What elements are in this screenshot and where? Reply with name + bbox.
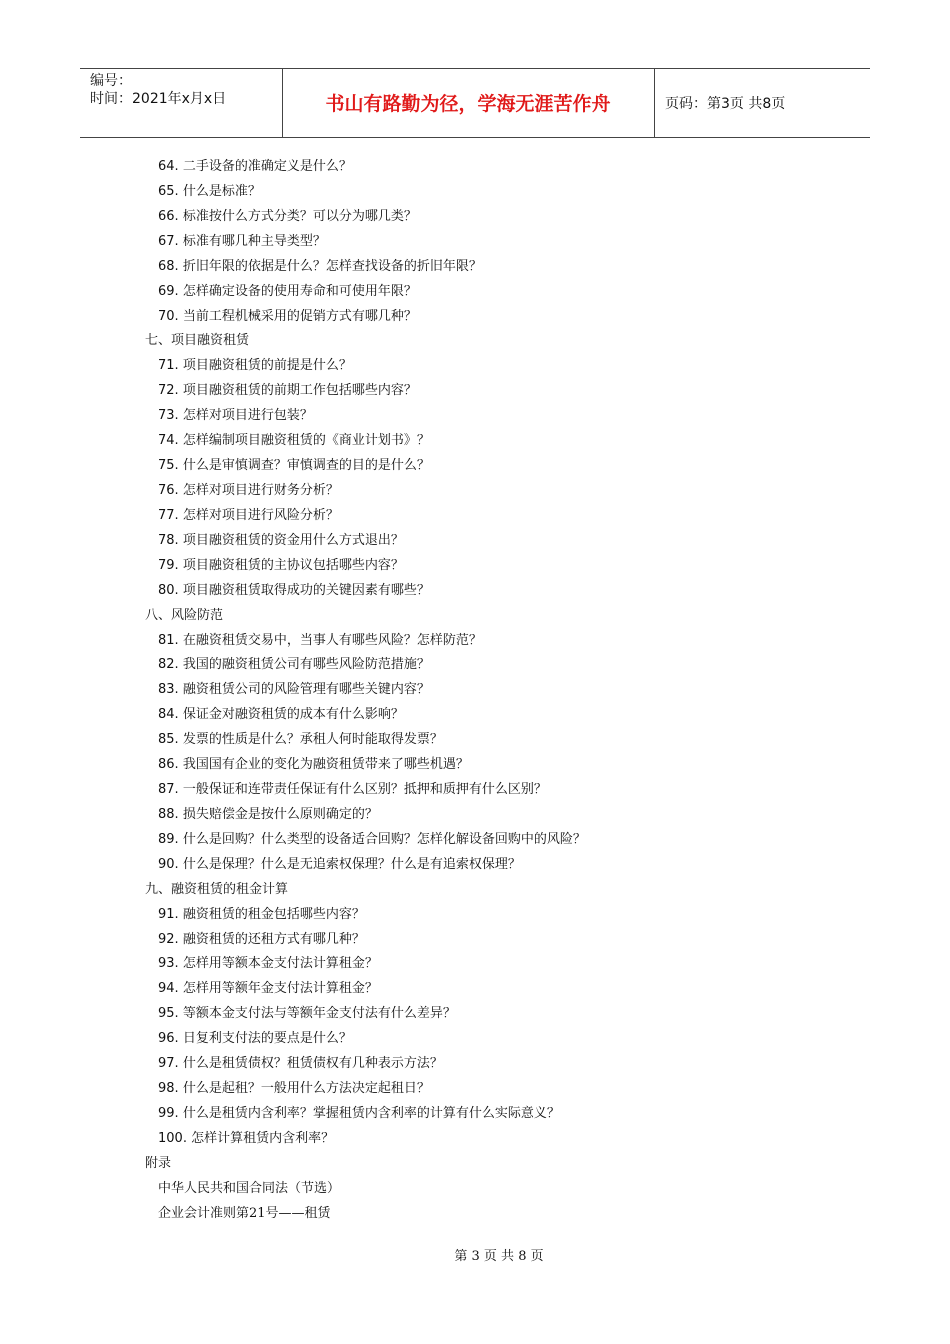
question-text: 等额本金支付法与等额年金支付法有什么差异？ xyxy=(178,1006,456,1022)
question-text: 一般保证和连带责任保证有什么区别？抵押和质押有什么区别？ xyxy=(178,782,547,797)
question-text: 折旧年限的依据是什么？怎样查找设备的折旧年限？ xyxy=(178,258,482,274)
question-item xyxy=(158,557,404,575)
question-item xyxy=(158,183,261,201)
question-item xyxy=(158,258,482,276)
question-number: 99. xyxy=(158,1106,179,1121)
question-item xyxy=(158,1105,560,1123)
question-text: 标准有哪几种主导类型？ xyxy=(178,233,326,249)
question-item xyxy=(158,831,586,849)
question-item xyxy=(158,1130,334,1148)
question-item xyxy=(158,457,430,475)
question-number: 72. xyxy=(158,383,179,399)
question-number: 81. xyxy=(158,632,179,648)
question-number: 77. xyxy=(158,507,179,523)
question-text: 日复利支付法的要点是什么？ xyxy=(178,1031,352,1047)
question-text: 什么是审慎调查？审慎调查的目的是什么？ xyxy=(178,458,430,473)
question-item xyxy=(158,382,417,400)
question-item xyxy=(158,781,547,799)
question-item xyxy=(158,681,430,699)
question-number: 92. xyxy=(158,931,179,947)
question-text: 项目融资租赁的资金用什么方式退出？ xyxy=(178,532,404,548)
question-number: 68. xyxy=(158,258,179,274)
question-item xyxy=(158,482,339,500)
question-item xyxy=(158,532,404,550)
section-heading: 附录 xyxy=(145,1155,172,1171)
question-number: 66. xyxy=(158,208,179,224)
question-item xyxy=(158,931,365,949)
question-text: 什么是起租？一般用什么方法决定起租日？ xyxy=(178,1081,430,1096)
question-text: 在融资租赁交易中，当事人有哪些风险？怎样防范？ xyxy=(178,632,482,648)
question-number: 86. xyxy=(158,757,179,773)
motto-text: 书山有路勤为径，学海无涯苦作舟 xyxy=(325,93,611,115)
question-number: 90. xyxy=(158,856,179,872)
question-number: 69. xyxy=(158,283,179,299)
question-item xyxy=(158,283,417,301)
question-item xyxy=(158,158,352,176)
question-number: 80. xyxy=(158,582,179,598)
question-text: 融资租赁公司的风险管理有哪些关键内容？ xyxy=(178,682,430,698)
header-motto-cell xyxy=(282,69,655,137)
appendix-item: 企业会计准则第21号——租赁 xyxy=(158,1205,331,1221)
header-page-cell xyxy=(655,69,870,137)
question-item xyxy=(158,233,326,251)
question-number: 78. xyxy=(158,532,179,548)
question-text: 怎样确定设备的使用寿命和可使用年限？ xyxy=(178,283,417,299)
question-text: 怎样计算租赁内含利率？ xyxy=(186,1130,335,1146)
question-text: 怎样用等额年金支付法计算租金？ xyxy=(178,981,378,997)
page-header xyxy=(80,68,870,138)
question-number: 71. xyxy=(158,358,179,374)
question-item xyxy=(158,357,352,375)
question-text: 标准按什么方式分类？可以分为哪几类？ xyxy=(178,208,417,224)
question-number: 64. xyxy=(158,159,179,174)
question-number: 94. xyxy=(158,981,179,997)
question-text: 融资租赁的租金包括哪些内容？ xyxy=(178,906,365,922)
question-number: 70. xyxy=(158,308,179,324)
question-item xyxy=(158,1005,456,1023)
question-text: 项目融资租赁的前提是什么？ xyxy=(178,358,352,374)
question-number: 93. xyxy=(158,956,179,972)
question-text: 什么是保理？什么是无追索权保理？什么是有追索权保理？ xyxy=(178,856,521,872)
question-number: 100. xyxy=(158,1130,187,1146)
question-item xyxy=(158,208,417,226)
question-item xyxy=(158,432,430,450)
question-text: 项目融资租赁的前期工作包括哪些内容？ xyxy=(178,383,417,399)
question-number: 96. xyxy=(158,1031,179,1047)
question-text: 怎样对项目进行包装？ xyxy=(178,408,313,424)
question-item xyxy=(158,308,417,326)
question-number: 83. xyxy=(158,682,179,698)
question-item xyxy=(158,731,443,749)
appendix-item: 中华人民共和国合同法（节选） xyxy=(158,1180,341,1196)
question-text: 二手设备的准确定义是什么？ xyxy=(178,159,352,174)
question-number: 76. xyxy=(158,483,179,498)
question-item xyxy=(158,980,378,998)
question-item xyxy=(158,1055,443,1073)
question-item xyxy=(158,1030,352,1048)
question-text: 怎样对项目进行财务分析？ xyxy=(178,483,339,498)
question-number: 88. xyxy=(158,806,179,822)
question-text: 发票的性质是什么？承租人何时能取得发票？ xyxy=(178,732,443,748)
question-text: 什么是租赁内含利率？掌握租赁内含利率的计算有什么实际意义？ xyxy=(178,1106,560,1121)
question-number: 85. xyxy=(158,732,179,748)
question-item xyxy=(158,1080,430,1098)
question-text: 怎样用等额本金支付法计算租金？ xyxy=(178,956,378,972)
question-item xyxy=(158,806,378,824)
document-date-label: 时间：2021年x月x日 xyxy=(90,91,227,107)
question-number: 75. xyxy=(158,458,179,473)
question-item xyxy=(158,706,404,724)
question-text: 什么是回购？什么类型的设备适合回购？怎样化解设备回购中的风险？ xyxy=(178,831,586,847)
question-item xyxy=(158,407,313,425)
question-text: 怎样对项目进行风险分析？ xyxy=(178,507,339,523)
header-page-code: 页码：第3页 共8页 xyxy=(665,96,786,112)
question-number: 65. xyxy=(158,183,179,199)
question-number: 74. xyxy=(158,433,179,449)
question-text: 损失赔偿金是按什么原则确定的？ xyxy=(178,806,378,822)
question-number: 67. xyxy=(158,233,179,249)
question-number: 87. xyxy=(158,782,179,797)
question-number: 82. xyxy=(158,657,179,673)
question-number: 84. xyxy=(158,707,179,723)
question-item xyxy=(158,656,430,674)
header-meta-cell xyxy=(80,69,283,137)
question-text: 我国的融资租赁公司有哪些风险防范措施？ xyxy=(178,657,430,673)
page-footer: 第 3 页 共 8 页 xyxy=(454,1249,544,1264)
question-number: 97. xyxy=(158,1056,179,1072)
question-item xyxy=(158,756,469,774)
question-item xyxy=(158,955,378,973)
question-item xyxy=(158,507,339,525)
section-heading: 九、融资租赁的租金计算 xyxy=(145,881,289,897)
question-text: 当前工程机械采用的促销方式有哪几种？ xyxy=(178,308,417,324)
question-item xyxy=(158,906,365,924)
question-text: 我国国有企业的变化为融资租赁带来了哪些机遇？ xyxy=(178,757,469,773)
question-item xyxy=(158,582,430,600)
section-heading: 七、项目融资租赁 xyxy=(145,333,250,349)
question-text: 什么是标准？ xyxy=(178,183,261,199)
question-text: 项目融资租赁的主协议包括哪些内容？ xyxy=(178,557,404,573)
question-number: 95. xyxy=(158,1006,179,1022)
question-number: 79. xyxy=(158,557,179,573)
question-number: 73. xyxy=(158,408,179,424)
question-number: 91. xyxy=(158,906,179,922)
question-item xyxy=(158,856,521,874)
question-text: 怎样编制项目融资租赁的《商业计划书》？ xyxy=(178,433,430,449)
question-text: 什么是租赁债权？租赁债权有几种表示方法？ xyxy=(178,1056,443,1072)
document-number-label: 编号： xyxy=(90,73,132,89)
question-item xyxy=(158,632,482,650)
question-number: 98. xyxy=(158,1081,179,1096)
question-number: 89. xyxy=(158,831,179,847)
question-text: 保证金对融资租赁的成本有什么影响？ xyxy=(178,707,404,723)
question-text: 融资租赁的还租方式有哪几种？ xyxy=(178,931,365,947)
question-text: 项目融资租赁取得成功的关键因素有哪些？ xyxy=(178,582,430,598)
section-heading: 八、风险防范 xyxy=(145,607,224,623)
